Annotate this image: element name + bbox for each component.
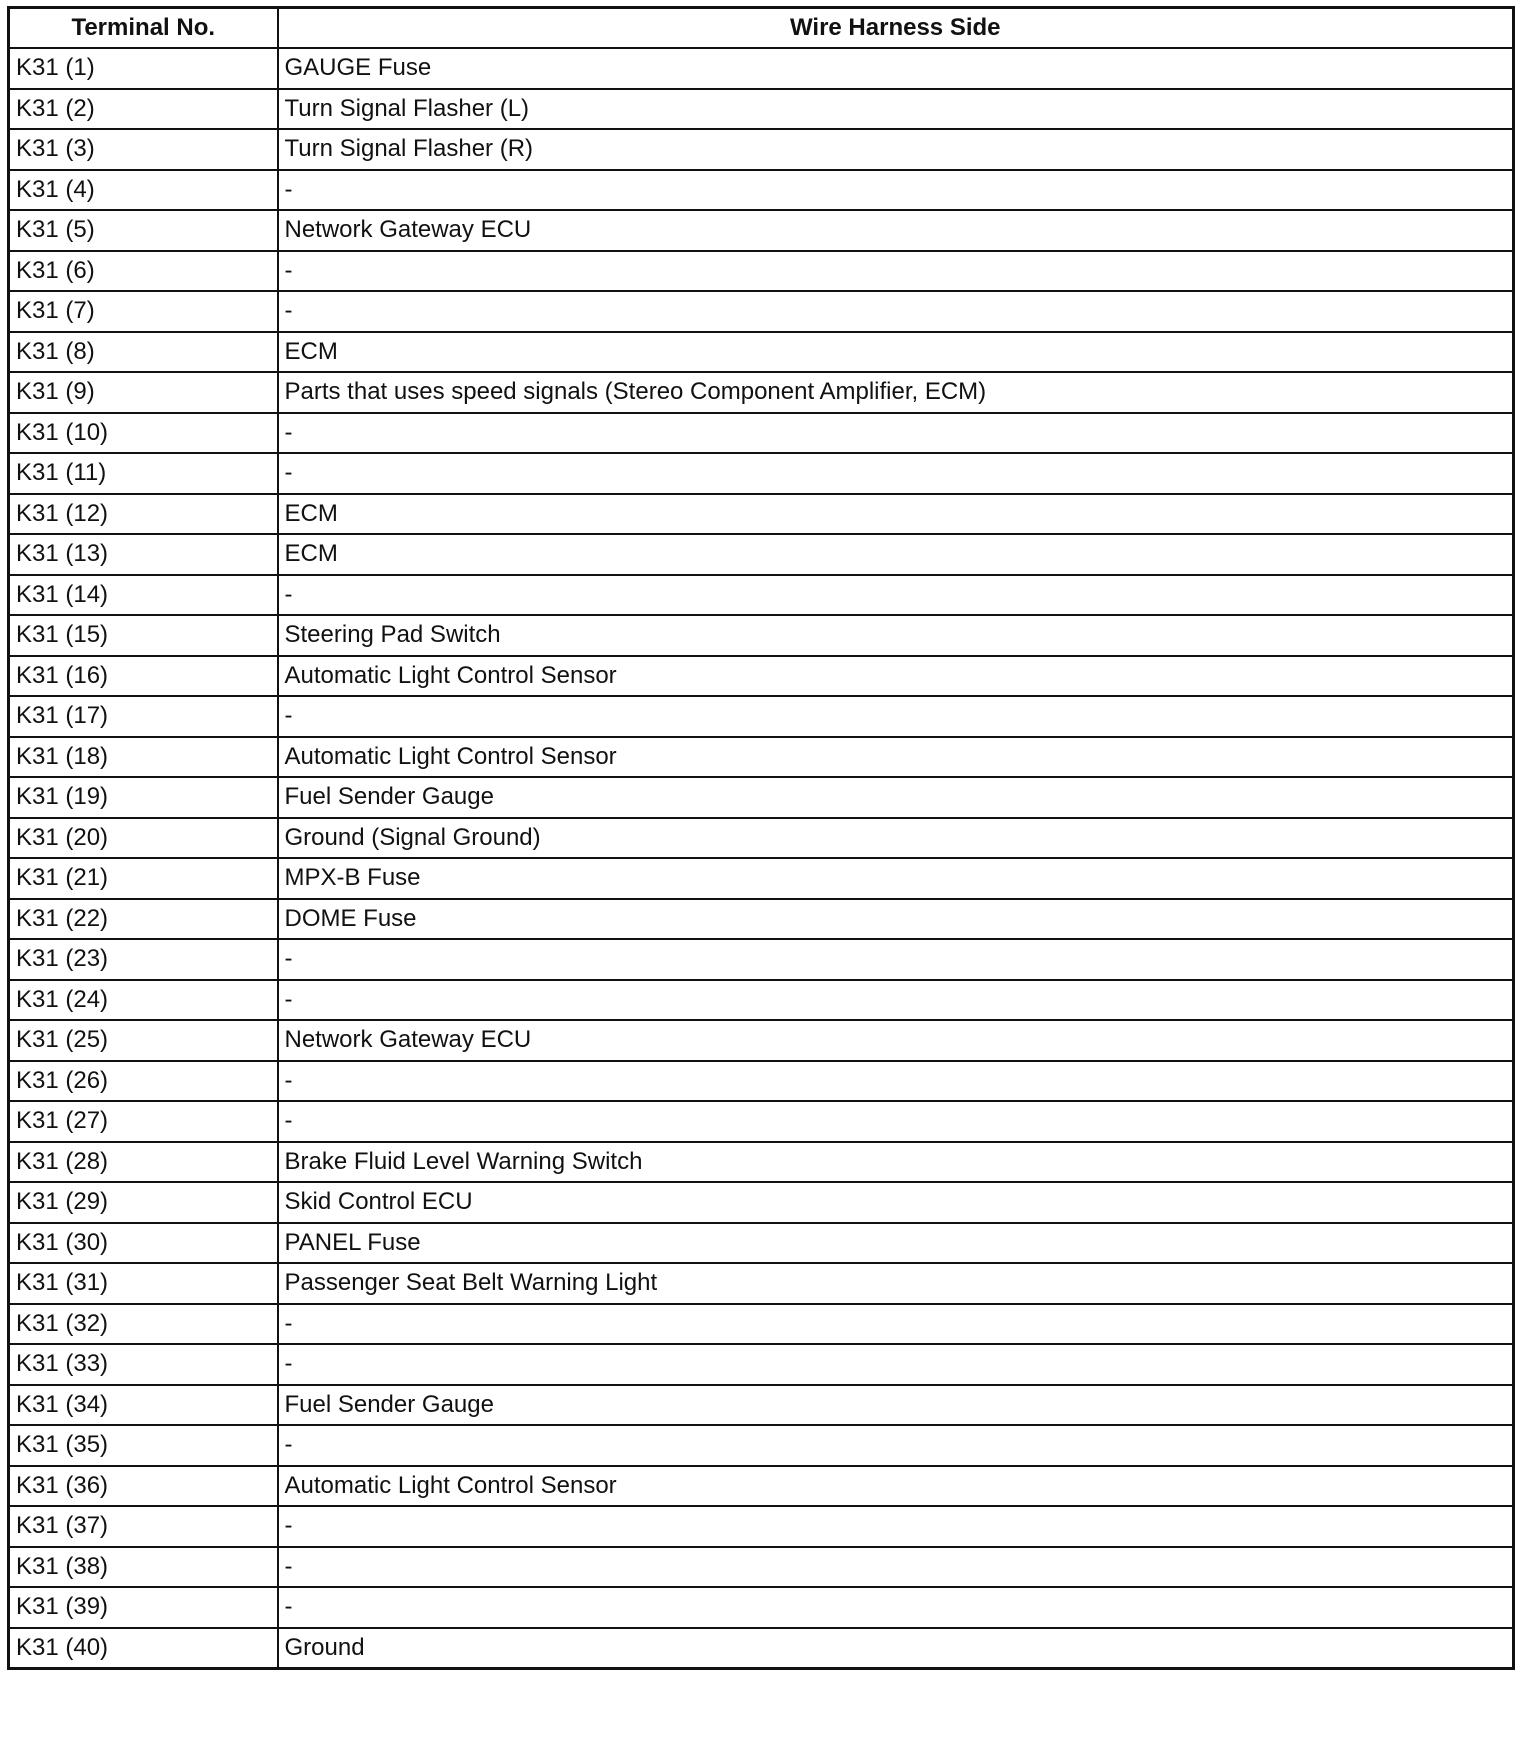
table-row (9, 494, 1514, 535)
terminal-cell: K31 (13) (9, 534, 278, 575)
terminal-cell: K31 (30) (9, 1223, 278, 1264)
table-row (9, 1142, 1514, 1183)
table-row (9, 656, 1514, 697)
terminal-cell: K31 (21) (9, 858, 278, 899)
harness-cell: Ground (Signal Ground) (278, 818, 1514, 859)
harness-cell: - (278, 939, 1514, 980)
harness-cell: Brake Fluid Level Warning Switch (278, 1142, 1514, 1183)
terminal-cell: K31 (32) (9, 1304, 278, 1345)
harness-cell: DOME Fuse (278, 899, 1514, 940)
terminal-cell: K31 (6) (9, 251, 278, 292)
table-row (9, 777, 1514, 818)
table-row (9, 48, 1514, 89)
harness-cell: - (278, 413, 1514, 454)
terminal-cell: K31 (29) (9, 1182, 278, 1223)
harness-cell: Automatic Light Control Sensor (278, 737, 1514, 778)
table-row (9, 899, 1514, 940)
terminal-cell: K31 (9) (9, 372, 278, 413)
table-row (9, 1020, 1514, 1061)
terminal-cell: K31 (26) (9, 1061, 278, 1102)
table-row (9, 413, 1514, 454)
harness-cell: ECM (278, 494, 1514, 535)
harness-column-header: Wire Harness Side (278, 8, 1514, 49)
table-row (9, 1101, 1514, 1142)
table-row (9, 534, 1514, 575)
terminal-cell: K31 (5) (9, 210, 278, 251)
harness-cell: - (278, 170, 1514, 211)
table-row (9, 1223, 1514, 1264)
table-row (9, 89, 1514, 130)
harness-cell: Fuel Sender Gauge (278, 1385, 1514, 1426)
harness-cell: GAUGE Fuse (278, 48, 1514, 89)
table-body (9, 48, 1514, 1668)
terminal-cell: K31 (18) (9, 737, 278, 778)
harness-cell: Fuel Sender Gauge (278, 777, 1514, 818)
terminal-cell: K31 (36) (9, 1466, 278, 1507)
harness-cell: ECM (278, 534, 1514, 575)
terminal-cell: K31 (8) (9, 332, 278, 373)
terminal-cell: K31 (11) (9, 453, 278, 494)
harness-cell: ECM (278, 332, 1514, 373)
harness-cell: Turn Signal Flasher (R) (278, 129, 1514, 170)
table-row (9, 332, 1514, 373)
table-row (9, 1628, 1514, 1669)
terminal-cell: K31 (7) (9, 291, 278, 332)
terminal-cell: K31 (35) (9, 1425, 278, 1466)
table-row (9, 1506, 1514, 1547)
table-row (9, 291, 1514, 332)
terminal-column-header: Terminal No. (9, 8, 278, 49)
harness-cell: Automatic Light Control Sensor (278, 1466, 1514, 1507)
harness-cell: Steering Pad Switch (278, 615, 1514, 656)
terminal-cell: K31 (16) (9, 656, 278, 697)
table-row (9, 980, 1514, 1021)
terminal-cell: K31 (4) (9, 170, 278, 211)
table-row (9, 737, 1514, 778)
harness-cell: Parts that uses speed signals (Stereo Component Amplifier, ECM) (278, 372, 1514, 413)
terminal-cell: K31 (40) (9, 1628, 278, 1669)
table-row (9, 251, 1514, 292)
harness-cell: - (278, 1425, 1514, 1466)
table-row (9, 1304, 1514, 1345)
terminal-cell: K31 (17) (9, 696, 278, 737)
terminal-cell: K31 (10) (9, 413, 278, 454)
terminal-cell: K31 (27) (9, 1101, 278, 1142)
terminal-cell: K31 (25) (9, 1020, 278, 1061)
table-row (9, 1344, 1514, 1385)
terminal-cell: K31 (33) (9, 1344, 278, 1385)
terminal-cell: K31 (31) (9, 1263, 278, 1304)
harness-cell: - (278, 1587, 1514, 1628)
terminal-cell: K31 (20) (9, 818, 278, 859)
table-row (9, 818, 1514, 859)
terminal-table (7, 6, 1515, 1670)
harness-cell: - (278, 696, 1514, 737)
harness-cell: - (278, 980, 1514, 1021)
terminal-cell: K31 (38) (9, 1547, 278, 1588)
harness-cell: - (278, 1061, 1514, 1102)
terminal-cell: K31 (19) (9, 777, 278, 818)
terminal-cell: K31 (22) (9, 899, 278, 940)
harness-cell: Automatic Light Control Sensor (278, 656, 1514, 697)
harness-cell: Passenger Seat Belt Warning Light (278, 1263, 1514, 1304)
header-row (9, 8, 1514, 49)
harness-cell: Network Gateway ECU (278, 210, 1514, 251)
table-row (9, 1466, 1514, 1507)
table-row (9, 615, 1514, 656)
table-row (9, 1587, 1514, 1628)
table-row (9, 858, 1514, 899)
harness-cell: Network Gateway ECU (278, 1020, 1514, 1061)
terminal-cell: K31 (23) (9, 939, 278, 980)
harness-cell: - (278, 291, 1514, 332)
table-row (9, 1547, 1514, 1588)
terminal-cell: K31 (14) (9, 575, 278, 616)
table-row (9, 1385, 1514, 1426)
harness-cell: - (278, 1547, 1514, 1588)
terminal-cell: K31 (39) (9, 1587, 278, 1628)
terminal-cell: K31 (15) (9, 615, 278, 656)
table-row (9, 129, 1514, 170)
harness-cell: - (278, 251, 1514, 292)
harness-cell: - (278, 575, 1514, 616)
terminal-cell: K31 (2) (9, 89, 278, 130)
harness-cell: MPX-B Fuse (278, 858, 1514, 899)
table-row (9, 939, 1514, 980)
terminal-cell: K31 (12) (9, 494, 278, 535)
table-row (9, 372, 1514, 413)
table-row (9, 1182, 1514, 1223)
terminal-cell: K31 (1) (9, 48, 278, 89)
harness-cell: - (278, 1506, 1514, 1547)
terminal-cell: K31 (3) (9, 129, 278, 170)
table-row (9, 210, 1514, 251)
terminal-cell: K31 (37) (9, 1506, 278, 1547)
harness-cell: Skid Control ECU (278, 1182, 1514, 1223)
table-row (9, 1263, 1514, 1304)
table-row (9, 453, 1514, 494)
table-row (9, 1061, 1514, 1102)
harness-cell: - (278, 453, 1514, 494)
terminal-cell: K31 (24) (9, 980, 278, 1021)
table-row (9, 170, 1514, 211)
harness-cell: - (278, 1304, 1514, 1345)
harness-cell: - (278, 1101, 1514, 1142)
terminal-cell: K31 (28) (9, 1142, 278, 1183)
harness-cell: Ground (278, 1628, 1514, 1669)
terminal-cell: K31 (34) (9, 1385, 278, 1426)
harness-cell: Turn Signal Flasher (L) (278, 89, 1514, 130)
harness-cell: PANEL Fuse (278, 1223, 1514, 1264)
table-row (9, 575, 1514, 616)
table-row (9, 1425, 1514, 1466)
harness-cell: - (278, 1344, 1514, 1385)
table-row (9, 696, 1514, 737)
